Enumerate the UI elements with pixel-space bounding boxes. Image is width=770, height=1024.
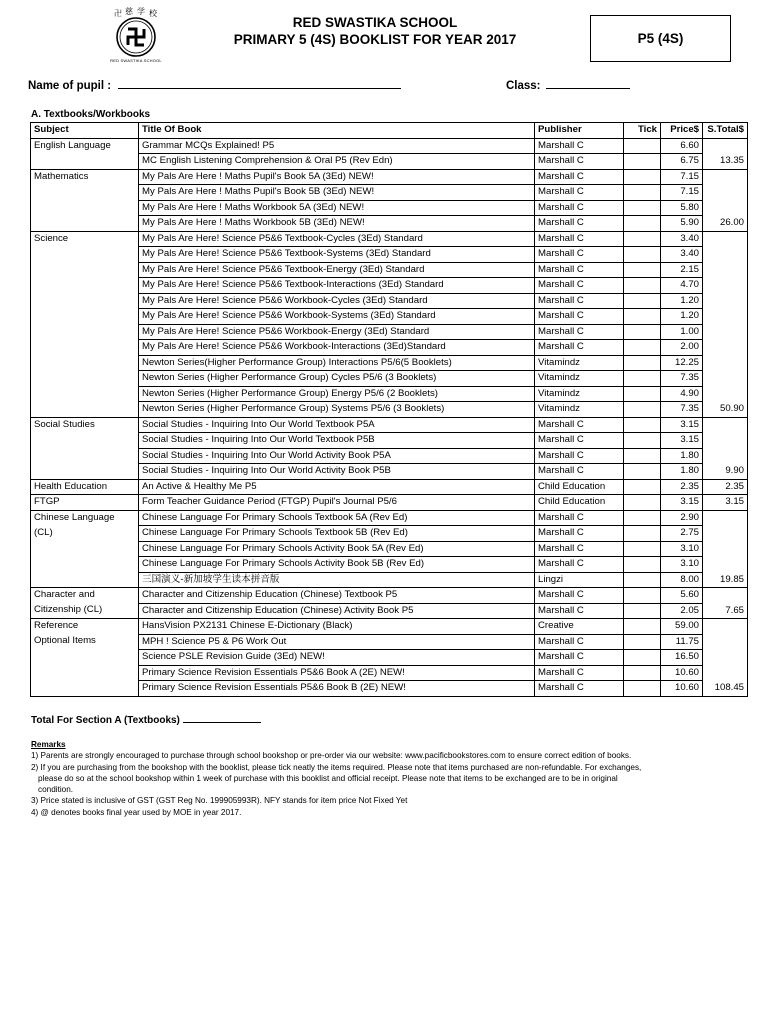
- subject-cell: [31, 355, 139, 371]
- tick-box[interactable]: [624, 402, 661, 418]
- book-title: Social Studies - Inquiring Into Our World Activity Book P5A: [139, 448, 535, 464]
- subtotal: 108.45: [703, 681, 748, 697]
- publisher: Marshall C: [535, 169, 624, 185]
- subtotal: 2.35: [703, 479, 748, 495]
- tick-box[interactable]: [624, 510, 661, 526]
- table-row: [31, 324, 748, 340]
- book-title: My Pals Are Here ! Maths Pupil's Book 5A (3Ed) NEW!: [139, 169, 535, 185]
- book-title: Character and Citizenship Education (Chinese) Textbook P5: [139, 588, 535, 604]
- subject-cell: [31, 247, 139, 263]
- remark-2c: condition.: [38, 785, 74, 795]
- subject-cell: FTGP: [31, 495, 139, 511]
- subtotal: [703, 417, 748, 433]
- book-title: 三国演义-新加坡学生读本拼音版: [139, 572, 535, 588]
- subtotal: [703, 588, 748, 604]
- price: 6.75: [661, 154, 703, 170]
- table-row: [31, 386, 748, 402]
- tick-box[interactable]: [624, 154, 661, 170]
- publisher: Marshall C: [535, 526, 624, 542]
- book-title: Newton Series (Higher Performance Group) Cycles P5/6 (3 Booklets): [139, 371, 535, 387]
- price: 16.50: [661, 650, 703, 666]
- book-title: My Pals Are Here ! Maths Workbook 5A (3Ed) NEW!: [139, 200, 535, 216]
- book-title: Newton Series(Higher Performance Group) Interactions P5/6(5 Booklets): [139, 355, 535, 371]
- class-code: P5 (4S): [637, 31, 684, 46]
- subtotal: 26.00: [703, 216, 748, 232]
- subtotal: [703, 247, 748, 263]
- tick-box[interactable]: [624, 231, 661, 247]
- subject-cell: [31, 293, 139, 309]
- subtotal: [703, 324, 748, 340]
- subject-cell: Health Education: [31, 479, 139, 495]
- publisher: Marshall C: [535, 247, 624, 263]
- name-input-line[interactable]: [118, 77, 401, 89]
- publisher: Creative: [535, 619, 624, 635]
- book-title: My Pals Are Here! Science P5&6 Workbook-Cycles (3Ed) Standard: [139, 293, 535, 309]
- price: 1.00: [661, 324, 703, 340]
- subtotal: [703, 231, 748, 247]
- price: 2.75: [661, 526, 703, 542]
- tick-box[interactable]: [624, 355, 661, 371]
- table-row: [31, 216, 748, 232]
- publisher: Marshall C: [535, 433, 624, 449]
- price: 8.00: [661, 572, 703, 588]
- tick-box[interactable]: [624, 309, 661, 325]
- subtotal: [703, 371, 748, 387]
- publisher: Vitamindz: [535, 402, 624, 418]
- subject-cell: [31, 402, 139, 418]
- publisher: Marshall C: [535, 603, 624, 619]
- publisher: Marshall C: [535, 154, 624, 170]
- subject-cell: Mathematics: [31, 169, 139, 185]
- tick-box[interactable]: [624, 386, 661, 402]
- publisher: Marshall C: [535, 340, 624, 356]
- price: 2.00: [661, 340, 703, 356]
- table-row: [31, 681, 748, 697]
- subject-cell: [31, 309, 139, 325]
- subject-cell: [31, 262, 139, 278]
- price: 3.15: [661, 495, 703, 511]
- book-title: Chinese Language For Primary Schools Textbook 5A (Rev Ed): [139, 510, 535, 526]
- total-input-line[interactable]: [183, 713, 261, 723]
- table-row: [31, 495, 748, 511]
- table-row: [31, 557, 748, 573]
- price: 1.20: [661, 309, 703, 325]
- subject-cell: [31, 448, 139, 464]
- publisher: Marshall C: [535, 681, 624, 697]
- subject-cell: [31, 371, 139, 387]
- publisher: Marshall C: [535, 216, 624, 232]
- publisher: Marshall C: [535, 417, 624, 433]
- book-title: MPH ! Science P5 & P6 Work Out: [139, 634, 535, 650]
- subject-cell: Reference: [31, 619, 139, 635]
- booklist-table: [30, 122, 748, 697]
- price: 10.60: [661, 665, 703, 681]
- book-title: My Pals Are Here ! Maths Workbook 5B (3Ed) NEW!: [139, 216, 535, 232]
- publisher: Marshall C: [535, 324, 624, 340]
- tick-box[interactable]: [624, 495, 661, 511]
- subject-cell: [31, 200, 139, 216]
- price: 11.75: [661, 634, 703, 650]
- book-title: Chinese Language For Primary Schools Activity Book 5B (Rev Ed): [139, 557, 535, 573]
- price: 7.15: [661, 185, 703, 201]
- book-title: My Pals Are Here! Science P5&6 Workbook-Systems (3Ed) Standard: [139, 309, 535, 325]
- booklist-title: PRIMARY 5 (4S) BOOKLIST FOR YEAR 2017: [233, 32, 517, 47]
- book-title: MC English Listening Comprehension & Oral P5 (Rev Edn): [139, 154, 535, 170]
- price: 3.15: [661, 433, 703, 449]
- table-row: [31, 402, 748, 418]
- tick-box[interactable]: [624, 557, 661, 573]
- subtotal: [703, 526, 748, 542]
- book-title: My Pals Are Here! Science P5&6 Workbook-Interactions (3Ed)Standard: [139, 340, 535, 356]
- tick-box[interactable]: [624, 138, 661, 154]
- tick-box[interactable]: [624, 262, 661, 278]
- name-of-pupil-row: [28, 77, 401, 92]
- tick-box[interactable]: [624, 681, 661, 697]
- school-name: RED SWASTIKA SCHOOL: [292, 15, 458, 30]
- subtotal: [703, 541, 748, 557]
- table-row: [31, 355, 748, 371]
- book-title: My Pals Are Here! Science P5&6 Textbook-Cycles (3Ed) Standard: [139, 231, 535, 247]
- table-row: [31, 231, 748, 247]
- price: 3.10: [661, 557, 703, 573]
- subject-cell: [31, 216, 139, 232]
- class-label: Class:: [506, 80, 541, 92]
- price: 5.80: [661, 200, 703, 216]
- subtotal: [703, 169, 748, 185]
- remark-1: 1) Parents are strongly encouraged to purchase through school bookshop or pre-order via our website: www.pacificbookstores.com to ensure correct edition of books.: [31, 751, 632, 761]
- price: 2.35: [661, 479, 703, 495]
- section-a-heading: A. Textbooks/Workbooks: [31, 109, 151, 120]
- publisher: Marshall C: [535, 634, 624, 650]
- price: 2.15: [661, 262, 703, 278]
- col-publisher: Publisher: [535, 123, 624, 139]
- tick-box[interactable]: [624, 588, 661, 604]
- tick-box[interactable]: [624, 433, 661, 449]
- price: 1.80: [661, 464, 703, 480]
- tick-box[interactable]: [624, 650, 661, 666]
- publisher: Vitamindz: [535, 371, 624, 387]
- book-title: My Pals Are Here! Science P5&6 Textbook-Systems (3Ed) Standard: [139, 247, 535, 263]
- book-title: My Pals Are Here! Science P5&6 Textbook-Interactions (3Ed) Standard: [139, 278, 535, 294]
- subtotal: [703, 433, 748, 449]
- table-row: [31, 433, 748, 449]
- price: 3.10: [661, 541, 703, 557]
- subject-cell: Character and: [31, 588, 139, 604]
- subject-cell: (CL): [31, 526, 139, 542]
- book-title: Form Teacher Guidance Period (FTGP) Pupil's Journal P5/6: [139, 495, 535, 511]
- col-price: Price$: [661, 123, 703, 139]
- table-row: [31, 588, 748, 604]
- table-row: [31, 169, 748, 185]
- subject-cell: Science: [31, 231, 139, 247]
- book-title: Primary Science Revision Essentials P5&6 Book B (2E) NEW!: [139, 681, 535, 697]
- publisher: Marshall C: [535, 448, 624, 464]
- book-title: Primary Science Revision Essentials P5&6 Book A (2E) NEW!: [139, 665, 535, 681]
- subject-cell: [31, 557, 139, 573]
- publisher: Marshall C: [535, 557, 624, 573]
- subtotal: 19.85: [703, 572, 748, 588]
- subject-cell: [31, 324, 139, 340]
- tick-box[interactable]: [624, 371, 661, 387]
- subtotal: 9.90: [703, 464, 748, 480]
- subtotal: [703, 557, 748, 573]
- subject-cell: [31, 541, 139, 557]
- price: 7.15: [661, 169, 703, 185]
- price: 3.40: [661, 247, 703, 263]
- price: 4.70: [661, 278, 703, 294]
- publisher: Marshall C: [535, 510, 624, 526]
- subject-cell: [31, 433, 139, 449]
- table-row: [31, 293, 748, 309]
- table-row: [31, 603, 748, 619]
- table-row: [31, 262, 748, 278]
- subject-cell: Citizenship (CL): [31, 603, 139, 619]
- subject-cell: [31, 572, 139, 588]
- book-title: Social Studies - Inquiring Into Our World Textbook P5A: [139, 417, 535, 433]
- subtotal: [703, 448, 748, 464]
- table-row: [31, 665, 748, 681]
- svg-text:卍: 卍: [114, 9, 122, 18]
- class-row: [506, 77, 630, 92]
- table-row: [31, 200, 748, 216]
- price: 7.35: [661, 402, 703, 418]
- remark-2b: please do so at the school bookshop within 1 week of purchase with this booklist and official receipt. Please note that items to be exchanged are to be in original: [38, 773, 618, 783]
- logo-caption: RED SWASTIKA SCHOOL: [110, 58, 162, 63]
- subject-cell: [31, 154, 139, 170]
- publisher: Marshall C: [535, 293, 624, 309]
- book-title: Newton Series (Higher Performance Group) Systems P5/6 (3 Booklets): [139, 402, 535, 418]
- subtotal: [703, 278, 748, 294]
- subtotal: [703, 200, 748, 216]
- book-title: An Active & Healthy Me P5: [139, 479, 535, 495]
- table-row: [31, 572, 748, 588]
- subtotal: [703, 634, 748, 650]
- publisher: Marshall C: [535, 231, 624, 247]
- publisher: Marshall C: [535, 650, 624, 666]
- publisher: Child Education: [535, 495, 624, 511]
- publisher: Marshall C: [535, 138, 624, 154]
- table-row: [31, 634, 748, 650]
- subtotal: [703, 386, 748, 402]
- school-logo: [104, 4, 168, 64]
- col-subject: Subject: [31, 123, 139, 139]
- book-title: Chinese Language For Primary Schools Activity Book 5A (Rev Ed): [139, 541, 535, 557]
- remark-2a: 2) If you are purchasing from the bookshop with the booklist, please tick neatly the items required. Please note that items purchased are non-refundable. For exchanges,: [31, 762, 642, 772]
- table-row: [31, 417, 748, 433]
- subject-cell: Social Studies: [31, 417, 139, 433]
- tick-box[interactable]: [624, 169, 661, 185]
- tick-box[interactable]: [624, 324, 661, 340]
- table-row: [31, 340, 748, 356]
- tick-box[interactable]: [624, 464, 661, 480]
- book-title: My Pals Are Here! Science P5&6 Workbook-Energy (3Ed) Standard: [139, 324, 535, 340]
- publisher: Marshall C: [535, 185, 624, 201]
- remarks: [31, 739, 731, 818]
- table-header-row: [31, 123, 748, 139]
- tick-box[interactable]: [624, 247, 661, 263]
- publisher: Marshall C: [535, 262, 624, 278]
- subtotal: 13.35: [703, 154, 748, 170]
- remark-3: 3) Price stated is inclusive of GST (GST Reg No. 199905993R). NFY stands for item price Not Fixed Yet: [31, 796, 408, 806]
- table-row: [31, 619, 748, 635]
- tick-box[interactable]: [624, 185, 661, 201]
- class-input-line[interactable]: [546, 77, 630, 89]
- tick-box[interactable]: [624, 479, 661, 495]
- book-title: Social Studies - Inquiring Into Our World Textbook P5B: [139, 433, 535, 449]
- tick-box[interactable]: [624, 541, 661, 557]
- table-row: [31, 479, 748, 495]
- publisher: Marshall C: [535, 588, 624, 604]
- table-row: [31, 371, 748, 387]
- book-title: HansVision PX2131 Chinese E-Dictionary (Black): [139, 619, 535, 635]
- book-title: Newton Series (Higher Performance Group) Energy P5/6 (2 Booklets): [139, 386, 535, 402]
- table-row: [31, 309, 748, 325]
- price: 1.20: [661, 293, 703, 309]
- remark-4: 4) @ denotes books final year used by MOE in year 2017.: [31, 807, 242, 817]
- publisher: Marshall C: [535, 464, 624, 480]
- col-tick: Tick: [624, 123, 661, 139]
- price: 12.25: [661, 355, 703, 371]
- publisher: Marshall C: [535, 200, 624, 216]
- svg-text:慈: 慈: [125, 7, 133, 16]
- name-label: Name of pupil :: [28, 80, 112, 92]
- price: 1.80: [661, 448, 703, 464]
- book-title: Chinese Language For Primary Schools Textbook 5B (Rev Ed): [139, 526, 535, 542]
- svg-text:校: 校: [149, 9, 157, 18]
- tick-box[interactable]: [624, 603, 661, 619]
- price: 5.60: [661, 588, 703, 604]
- subject-cell: [31, 386, 139, 402]
- tick-box[interactable]: [624, 634, 661, 650]
- subject-cell: Chinese Language: [31, 510, 139, 526]
- book-title: My Pals Are Here ! Maths Pupil's Book 5B (3Ed) NEW!: [139, 185, 535, 201]
- subject-cell: [31, 665, 139, 681]
- book-title: Character and Citizenship Education (Chinese) Activity Book P5: [139, 603, 535, 619]
- subtotal: [703, 510, 748, 526]
- table-row: [31, 526, 748, 542]
- tick-box[interactable]: [624, 572, 661, 588]
- subtotal: [703, 650, 748, 666]
- price: 5.90: [661, 216, 703, 232]
- remarks-heading: Remarks: [31, 740, 66, 749]
- tick-box[interactable]: [624, 448, 661, 464]
- tick-box[interactable]: [624, 340, 661, 356]
- col-title: Title Of Book: [139, 123, 535, 139]
- subtotal: 7.65: [703, 603, 748, 619]
- subtotal: [703, 309, 748, 325]
- price: 2.90: [661, 510, 703, 526]
- subtotal: [703, 293, 748, 309]
- price: 4.90: [661, 386, 703, 402]
- publisher: Vitamindz: [535, 386, 624, 402]
- table-row: [31, 650, 748, 666]
- subtotal: 50.90: [703, 402, 748, 418]
- table-row: [31, 278, 748, 294]
- subject-cell: [31, 464, 139, 480]
- table-row: [31, 185, 748, 201]
- subtotal: [703, 185, 748, 201]
- tick-box[interactable]: [624, 293, 661, 309]
- book-title: My Pals Are Here! Science P5&6 Textbook-Energy (3Ed) Standard: [139, 262, 535, 278]
- total-label: Total For Section A (Textbooks): [31, 715, 180, 726]
- publisher: Marshall C: [535, 541, 624, 557]
- subject-cell: Optional Items: [31, 634, 139, 650]
- price: 3.40: [661, 231, 703, 247]
- subject-cell: [31, 681, 139, 697]
- publisher: Lingzi: [535, 572, 624, 588]
- tick-box[interactable]: [624, 216, 661, 232]
- table-row: [31, 154, 748, 170]
- subject-cell: [31, 340, 139, 356]
- table-row: [31, 448, 748, 464]
- price: 6.60: [661, 138, 703, 154]
- price: 2.05: [661, 603, 703, 619]
- subtotal: [703, 340, 748, 356]
- subtotal: 3.15: [703, 495, 748, 511]
- subtotal: [703, 138, 748, 154]
- subject-cell: English Language: [31, 138, 139, 154]
- publisher: Vitamindz: [535, 355, 624, 371]
- publisher: Marshall C: [535, 665, 624, 681]
- publisher: Child Education: [535, 479, 624, 495]
- tick-box[interactable]: [624, 619, 661, 635]
- price: 3.15: [661, 417, 703, 433]
- price: 7.35: [661, 371, 703, 387]
- book-title: Social Studies - Inquiring Into Our World Activity Book P5B: [139, 464, 535, 480]
- subtotal: [703, 262, 748, 278]
- subtotal: [703, 665, 748, 681]
- table-row: [31, 510, 748, 526]
- publisher: Marshall C: [535, 278, 624, 294]
- tick-box[interactable]: [624, 417, 661, 433]
- subject-cell: [31, 278, 139, 294]
- tick-box[interactable]: [624, 526, 661, 542]
- publisher: Marshall C: [535, 309, 624, 325]
- price: 10.60: [661, 681, 703, 697]
- section-a-total: [31, 713, 261, 726]
- subtotal: [703, 619, 748, 635]
- tick-box[interactable]: [624, 200, 661, 216]
- book-title: Science PSLE Revision Guide (3Ed) NEW!: [139, 650, 535, 666]
- table-row: [31, 138, 748, 154]
- table-row: [31, 541, 748, 557]
- table-row: [31, 247, 748, 263]
- col-subtotal: S.Total$: [703, 123, 748, 139]
- class-code-box: [590, 15, 731, 62]
- subtotal: [703, 355, 748, 371]
- table-row: [31, 464, 748, 480]
- subject-cell: [31, 650, 139, 666]
- book-title: Grammar MCQs Explained! P5: [139, 138, 535, 154]
- svg-text:学: 学: [137, 7, 145, 16]
- subject-cell: [31, 185, 139, 201]
- tick-box[interactable]: [624, 278, 661, 294]
- tick-box[interactable]: [624, 665, 661, 681]
- price: 59.00: [661, 619, 703, 635]
